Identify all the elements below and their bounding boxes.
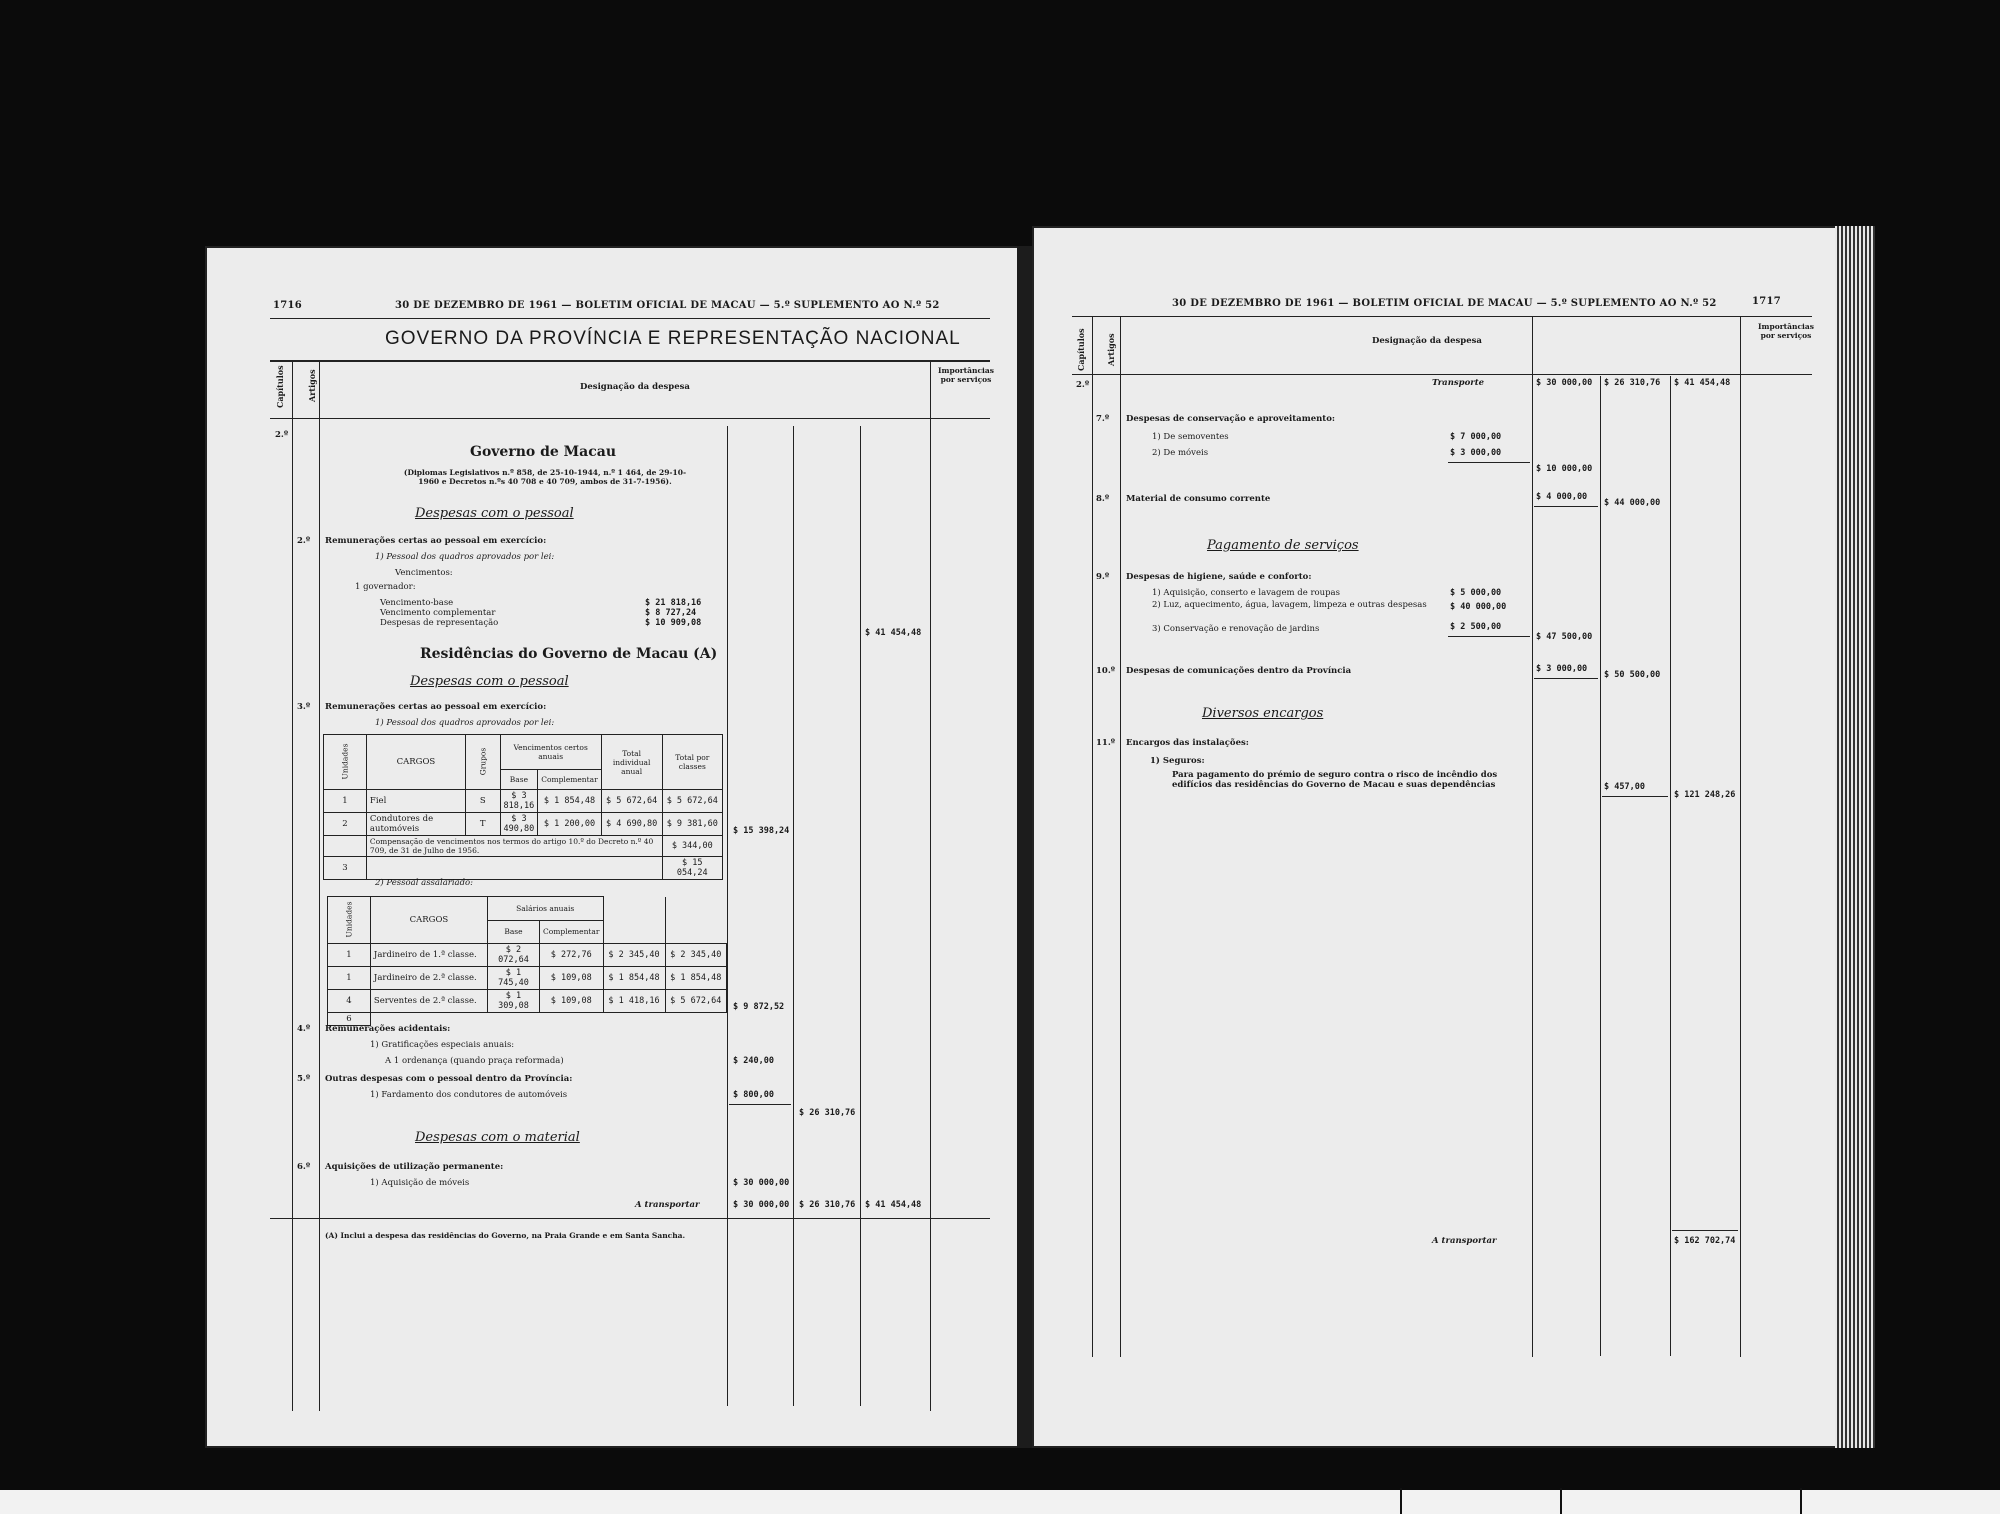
col-grupos: Grupos [465,735,500,790]
article-number: 2.º [297,536,311,546]
item-label: 2) Luz, aquecimento, água, lavagem, limpeza e outras despesas [1152,600,1427,610]
item-value: $ 457,00 [1604,782,1645,792]
footnote: (A) Inclui a despesa das residências do Governo, na Praia Grande e em Santa Sancha. [325,1231,686,1240]
section-total: $ 41 454,48 [865,628,922,638]
article-label: Despesas de conservação e aproveitamento: [1126,414,1336,424]
article-label: Outras despesas com o pessoal dentro da Província: [325,1074,573,1084]
page-number: 1717 [1752,296,1782,307]
article-label: Encargos das instalações: [1126,738,1249,748]
item-label: 1) Pessoal dos quadros aprovados por lei: [375,718,555,728]
item-label: 3) Conservação e renovação de jardins [1152,624,1320,634]
table-row: 3 $ 15 054,24 [324,857,723,880]
line-value: $ 8 727,24 [645,608,697,618]
item-value: $ 240,00 [733,1056,774,1066]
article-label: Material de consumo corrente [1126,494,1271,504]
section-heading-governo: Governo de Macau [470,444,617,460]
item-value: $ 3 000,00 [1536,664,1588,674]
col-total-individual: Total individual anual [601,735,662,790]
transport-value: $ 41 454,48 [865,1200,922,1210]
line-value: $ 21 818,16 [645,598,702,608]
running-head: 30 DE DEZEMBRO DE 1961 — BOLETIM OFICIAL DE MACAU — 5.º SUPLEMENTO AO N.º 52 [395,300,940,311]
subheading-pessoal-1: Despesas com o pessoal [415,506,574,521]
article-number: 6.º [297,1162,311,1172]
subheading-material: Despesas com o material [415,1130,580,1145]
col-salarios: Salários anuais [487,897,603,921]
col-cargos: CARGOS [366,735,465,790]
item-value: $ 800,00 [733,1090,774,1100]
table-row: 2 Condutores de automóveis T $ 3 490,80 $ 1 200,00 $ 4 690,80 $ 9 381,60 [324,813,723,836]
item-value: $ 7 000,00 [1450,432,1502,442]
article-label: Remunerações certas ao pessoal em exercício: [325,702,547,712]
col-designacao: Designação da despesa [1372,336,1482,346]
strip-mark [1800,1488,1802,1514]
wage-table [327,896,727,1026]
article-number: 10.º [1096,666,1116,676]
section-heading-residencias: Residências do Governo de Macau (A) [420,646,718,662]
col-capitulos: Capítulos [1076,328,1086,371]
strip-mark [1400,1488,1402,1514]
item-label: 1) Aquisição, conserto e lavagem de roupas [1152,588,1340,598]
residences-total: $ 121 248,26 [1674,790,1736,800]
col-artigos: Artigos [307,369,317,402]
col-total-classes: Total por classes [662,735,722,790]
final-transport-label: A transportar [1432,1236,1497,1246]
col-cargos: CARGOS [370,897,487,944]
transport-value: $ 30 000,00 [1536,378,1593,388]
col-vencimentos: Vencimentos certos anuais [500,735,601,770]
transport-value: $ 41 454,48 [1674,378,1731,388]
diplomas-note: (Diplomas Legislativos n.º 858, de 25-10-1944, n.º 1 464, de 29-10-1960 e Decretos n.ºs 40 708 e 40 709, ambos de 31-7-1956). [403,468,687,486]
subheading-pessoal-2: Despesas com o pessoal [410,674,569,689]
transport-value: $ 26 310,76 [799,1200,856,1210]
table-row: 1 Jardineiro de 1.ª classe. $ 2 072,64 $ 272,76 $ 2 345,40 $ 2 345,40 [328,944,727,967]
personnel-total: $ 26 310,76 [799,1108,856,1118]
item-value: $ 4 000,00 [1536,492,1588,502]
chapter-number: 2.º [275,430,289,440]
table-row: 4 Serventes de 2.ª classe. $ 1 309,08 $ 109,08 $ 1 418,16 $ 5 672,64 [328,990,727,1013]
services-total: $ 50 500,00 [1604,670,1661,680]
item-label: 1) Aquisição de móveis [370,1178,470,1188]
line-label: Vencimento complementar [380,608,496,618]
article-number: 9.º [1096,572,1110,582]
bottom-strip [0,1490,2000,1514]
page-title: GOVERNO DA PROVÍNCIA E REPRESENTAÇÃO NACIONAL [385,328,961,349]
item-label: 2) De móveis [1152,448,1209,458]
subheading-services: Pagamento de serviços [1207,538,1359,553]
table-row: 1 Jardineiro de 2.ª classe. $ 1 745,40 $ 109,08 $ 1 854,48 $ 1 854,48 [328,967,727,990]
group-total: $ 15 398,24 [733,826,790,836]
running-head: 30 DE DEZEMBRO DE 1961 — BOLETIM OFICIAL DE MACAU — 5.º SUPLEMENTO AO N.º 52 [1172,298,1717,309]
article-label: Remunerações acidentais: [325,1024,451,1034]
page-edges [1835,226,1875,1448]
right-page [1032,226,1875,1448]
table-row: 6 [328,1013,727,1026]
col-complementar: Complementar [540,920,603,944]
transport-value: $ 30 000,00 [733,1200,790,1210]
item-label: 1) Fardamento dos condutores de automóveis [370,1090,568,1100]
book-spread [195,226,1875,1448]
item-label: 2) Pessoal assalariado: [375,878,474,888]
personnel-table [323,734,723,880]
article-number: 7.º [1096,414,1110,424]
item-text: Para pagamento do prémio de seguro contra o risco de incêndio dos edifícios das residências do Governo de Macau e suas dependências [1172,770,1498,790]
item-label: 1) Seguros: [1150,756,1205,766]
transport-label: A transportar [635,1200,700,1210]
item-value: $ 30 000,00 [733,1178,790,1188]
item-value: $ 40 000,00 [1450,602,1507,612]
col-artigos: Artigos [1106,333,1116,366]
item-value: $ 3 000,00 [1450,448,1502,458]
article-label: Aquisições de utilização permanente: [325,1162,504,1172]
col-unidades: Unidades [328,897,371,944]
vencimentos-label: Vencimentos: [395,568,453,578]
governador-label: 1 governador: [355,582,416,592]
strip-mark [1560,1488,1562,1514]
item-label: 1) Pessoal dos quadros aprovados por lei: [375,552,555,562]
article-number: 5.º [297,1074,311,1084]
left-page [205,246,1027,1448]
table-row: Compensação de vencimentos nos termos do artigo 10.º do Decreto n.º 40 709, de 31 de Julho de 1956. $ 344,00 [324,836,723,857]
item-sub: A 1 ordenança (quando praça reformada) [385,1056,564,1066]
col-base: Base [500,770,538,790]
subheading-charges: Diversos encargos [1202,706,1324,721]
article-total: $ 10 000,00 [1536,464,1593,474]
col-designacao: Designação da despesa [580,382,690,392]
col-complementar: Complementar [538,770,601,790]
article-number: 3.º [297,702,311,712]
col-base: Base [487,920,539,944]
article-number: 11.º [1096,738,1116,748]
transport-label: Transporte [1432,378,1485,388]
item-value: $ 5 000,00 [1450,588,1502,598]
material-total: $ 44 000,00 [1604,498,1661,508]
item-label: 1) De semoventes [1152,432,1229,442]
article-label: Despesas de higiene, saúde e conforto: [1126,572,1312,582]
line-label: Vencimento-base [380,598,454,608]
col-unidades: Unidades [324,735,367,790]
item-value: $ 2 500,00 [1450,622,1502,632]
item-label: 1) Gratificações especiais anuais: [370,1040,515,1050]
article-number: 4.º [297,1024,311,1034]
group-total: $ 9 872,52 [733,1002,785,1012]
line-value: $ 10 909,08 [645,618,702,628]
col-capitulos: Capítulos [275,365,285,408]
page-number: 1716 [273,300,303,311]
table-row: 1 Fiel S $ 3 818,16 $ 1 854,48 $ 5 672,64 $ 5 672,64 [324,790,723,813]
transport-value: $ 26 310,76 [1604,378,1661,388]
article-label: Remunerações certas ao pessoal em exercício: [325,536,547,546]
final-transport-value: $ 162 702,74 [1674,1236,1736,1246]
article-number: 8.º [1096,494,1110,504]
chapter-number: 2.º [1076,380,1090,390]
line-label: Despesas de representação [380,618,499,628]
col-importancias: Importâncias por serviços [1758,322,1814,340]
article-total: $ 47 500,00 [1536,632,1593,642]
article-label: Despesas de comunicações dentro da Província [1126,666,1352,676]
col-importancias: Importâncias por serviços [938,366,994,384]
